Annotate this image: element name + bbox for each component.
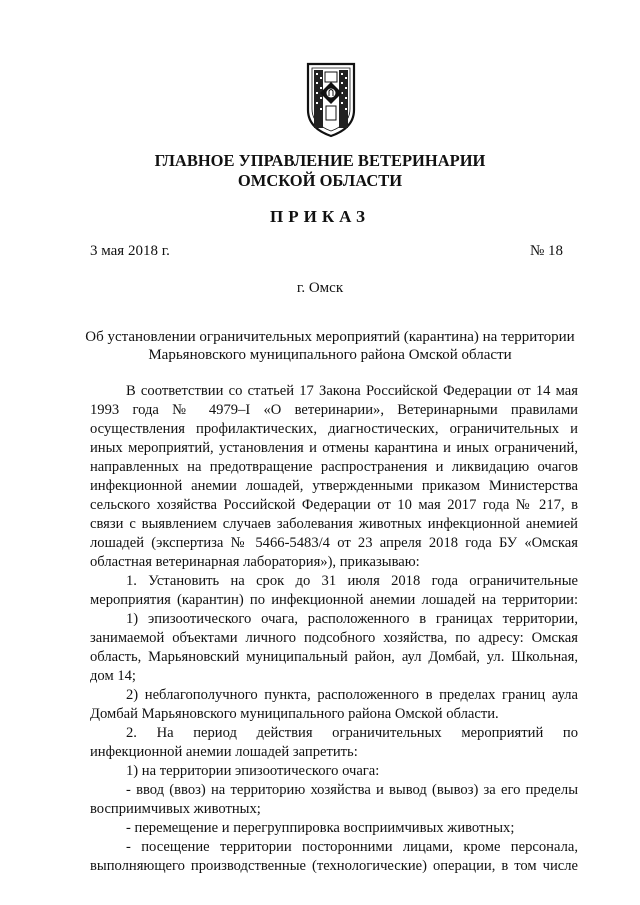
body-line: связи с выявлением случаев заболевания животных инфекционной анемией (90, 516, 578, 532)
body-line: 1. Установить на срок до 31 июля 2018 года ограничительные (126, 573, 578, 589)
body-line: область, Марьяновский муниципальный район, аул Домбай, ул. Школьная, (90, 649, 578, 665)
body-line: - ввод (ввоз) на территорию хозяйства и вывод (вывоз) за его пределы (126, 782, 578, 798)
body-line: мероприятия (карантин) по инфекционной анемии лошадей на территории: (90, 592, 578, 608)
body-line: инфекционной анемии лошадей запретить: (90, 744, 358, 760)
organization-name-line1: ГЛАВНОЕ УПРАВЛЕНИЕ ВЕТЕРИНАРИИ (154, 151, 486, 170)
body-line: 1993 года № 4979–I «О ветеринарии», Ветеринарными правилами (90, 402, 578, 418)
subject-line: Марьяновского муниципального района Омской области (148, 347, 512, 363)
body-line: выполняющего производственные (технологические) операции, в том числе (90, 858, 578, 874)
body-line: 1) эпизоотического очага, расположенного в границах территории, (126, 611, 578, 627)
body-line: 2. На период действия ограничительных мероприятий по (126, 725, 578, 741)
subject-line: Об установлении ограничительных мероприятий (карантина) на территории (85, 329, 575, 345)
body-line: - посещение территории посторонними лицами, кроме персонала, (126, 839, 578, 855)
body-line: осуществления профилактических, диагностических, ограничительных и (90, 421, 578, 437)
omsk-region-coat-of-arms-icon (305, 62, 357, 138)
body-line: дом 14; (90, 668, 136, 684)
body-line: Домбай Марьяновского муниципального района Омской области. (90, 706, 499, 722)
body-line: направленных на предотвращение распространения и ликвидацию очагов (90, 459, 578, 475)
organization-name-line2: ОМСКОЙ ОБЛАСТИ (237, 171, 403, 190)
body-line: сельского хозяйства Российской Федерации от 10 мая 2017 года № 217, в (90, 497, 578, 513)
body-line: 1) на территории эпизоотического очага: (126, 763, 380, 779)
document-date: 3 мая 2018 г. (90, 243, 170, 259)
body-line: занимаемой объектами личного подсобного хозяйства, по адресу: Омская (90, 630, 578, 646)
body-line: восприимчивых животных; (90, 801, 261, 817)
body-line: - перемещение и перегруппировка восприимчивых животных; (126, 820, 515, 836)
body-line: областная ветеринарная лаборатория»), приказываю: (90, 554, 420, 570)
body-line: иных мероприятий, установления и отмены карантина и иных ограничений, (90, 440, 578, 456)
body-line: инфекционной анемии лошадей, утвержденными приказом Министерства (90, 478, 578, 494)
body-line: В соответствии со статьей 17 Закона Российской Федерации от 14 мая (126, 383, 578, 399)
body-line: лошадей (экспертиза № 5466-5483/4 от 23 апреля 2018 года БУ «Омская (90, 535, 578, 551)
document-subject (70, 328, 590, 364)
document-type-title: ПРИКАЗ (270, 207, 370, 226)
body-line: 2) неблагополучного пункта, расположенного в пределах границ аула (126, 687, 578, 703)
document-number: № 18 (530, 243, 564, 259)
document-city: г. Омск (296, 280, 344, 296)
